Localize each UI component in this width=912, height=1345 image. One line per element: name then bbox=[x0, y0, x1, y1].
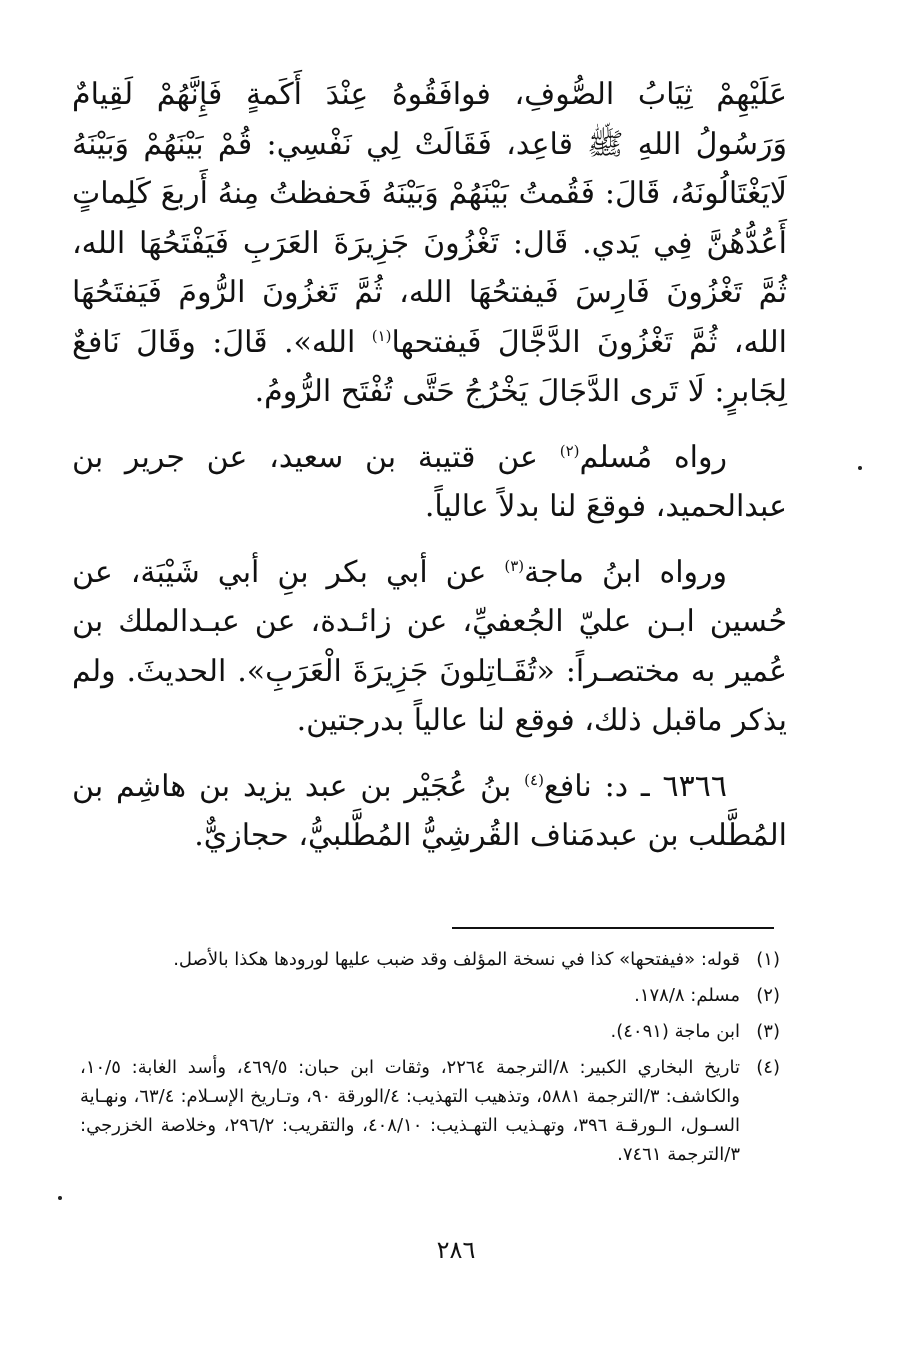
footnote-separator bbox=[452, 927, 774, 929]
footnote-number: (١) bbox=[756, 949, 780, 970]
footnote-number: (٣) bbox=[756, 1021, 780, 1042]
hadith-text-end: الله». قَالَ: وقَالَ نَافعٌ لِجَابرٍ: لَا تَرى الدَّجَالَ يَخْرُجُ حَتَّى تُفْتَح الرُّومُ. bbox=[72, 324, 787, 409]
footnote-1 bbox=[80, 945, 780, 974]
paragraph-muslim bbox=[72, 433, 787, 532]
footnote-ref-3[interactable]: (٣) bbox=[504, 556, 525, 575]
page-number: ٢٨٦ bbox=[436, 1236, 476, 1264]
muslim-text-a: رواه مُسلم bbox=[579, 439, 727, 475]
footnote-text: مسلم: ١٧٨/٨. bbox=[634, 985, 740, 1006]
footnote-number: (٢) bbox=[756, 985, 780, 1006]
footnote-3 bbox=[80, 1017, 780, 1046]
muslim-text-b: عن قتيبة بن سعيد، عن جرير بن عبدالحميد، فوقعَ لنا بدلاً عالياً. bbox=[72, 439, 787, 524]
footnote-number: (٤) bbox=[756, 1057, 780, 1078]
main-text bbox=[72, 70, 787, 877]
footnote-text: تاريخ البخاري الكبير: ٨/الترجمة ٢٢٦٤، وثقات ابن حبان: ٤٦٩/٥، وأسد الغابة: ١٠/٥، والكاشف: ٣/الترجمة ٥٨٨١، وتذهيب التهذيب: ٤/الورقة ٩٠، وتـاريخ الإسـلام: ٦٣/٤، ونهـاية السـول، الـورقـة ٣٩٦، وتهـذيب التهـذيب: ٤٠٨/١٠، والتقريب: ٢٩٦/٢، وخلاصة الخزرجي: ٣/الترجمة ٧٤٦١. bbox=[80, 1057, 741, 1165]
paragraph-entry-6366 bbox=[72, 762, 787, 861]
entry-text: بنُ عُجَيْر بن عبد يزيد بن هاشِم بن المُطَّلب بن عبدمَناف القُرشِيُّ المُطَّلبيُّ، حجازيٌّ. bbox=[72, 768, 787, 853]
hadith-text: عَلَيْهِمْ ثِيَابُ الصُّوفِ، فوافَقُوهُ عِنْدَ أَكَمةٍ فَإِنَّهُمْ لَقِيامٌ وَرَسُولُ اللهِ ﷺ قاعِد، فَقَالَتْ لِي نَفْسِي: قُمْ بَيْنَهُمْ وَبَيْنَهُ لَايَغْتَالُونَهُ، قَالَ: فَقُمتُ بَيْنَهُمْ وَبَيْنَهُ فَحفظتُ مِنهُ أَربعَ كَلِماتٍ أَعُدُّهُنَّ فِي يَدي. قَال: تَغْزُونَ جَزِيرَةَ العَرَبِ فَيَفْتَحُهَا الله، ثُمَّ تَغْزُونَ فَارِسَ فَيفتحُهَا الله، ثُمَّ تَغزُونَ الرُّومَ فَيَفتَحُهَا الله، ثُمَّ تَغْزُونَ الدَّجَّالَ فَيفتحها bbox=[72, 77, 787, 360]
entry-heading: ٦٣٦٦ ـ د: نافع bbox=[543, 768, 727, 804]
paragraph-hadith bbox=[72, 70, 787, 417]
ibn-majah-text-b: عن أبي بكر بنِ أبي شَيْبَة، عن حُسين ابـن عليّ الجُعفيِّ، عن زائـدة، عن عبـدالملك بن عُمير به مختصـراً: «تُقَـاتِلونَ جَزِيرَةَ الْعَرَبِ». الحديثَ. ولم يذكر ماقبل ذلك، فوقع لنا عالياً بدرجتين. bbox=[72, 554, 787, 738]
footnote-2 bbox=[80, 981, 780, 1010]
ibn-majah-text-a: ورواه ابنُ ماجة bbox=[524, 554, 727, 590]
footnote-ref-2[interactable]: (٢) bbox=[559, 441, 580, 460]
paragraph-ibn-majah bbox=[72, 548, 787, 746]
footnotes bbox=[80, 945, 780, 1176]
footnote-text: ابن ماجة (٤٠٩١). bbox=[610, 1021, 740, 1042]
footnote-text: قوله: «فيفتحها» كذا في نسخة المؤلف وقد ضبب عليها لورودها هكذا بالأصل. bbox=[173, 949, 740, 970]
footnote-ref-4[interactable]: (٤) bbox=[524, 770, 544, 789]
footnote-4 bbox=[80, 1053, 780, 1169]
scan-speck bbox=[858, 466, 862, 470]
scan-speck bbox=[58, 1196, 62, 1200]
footnote-ref-1[interactable]: (١) bbox=[371, 326, 392, 345]
